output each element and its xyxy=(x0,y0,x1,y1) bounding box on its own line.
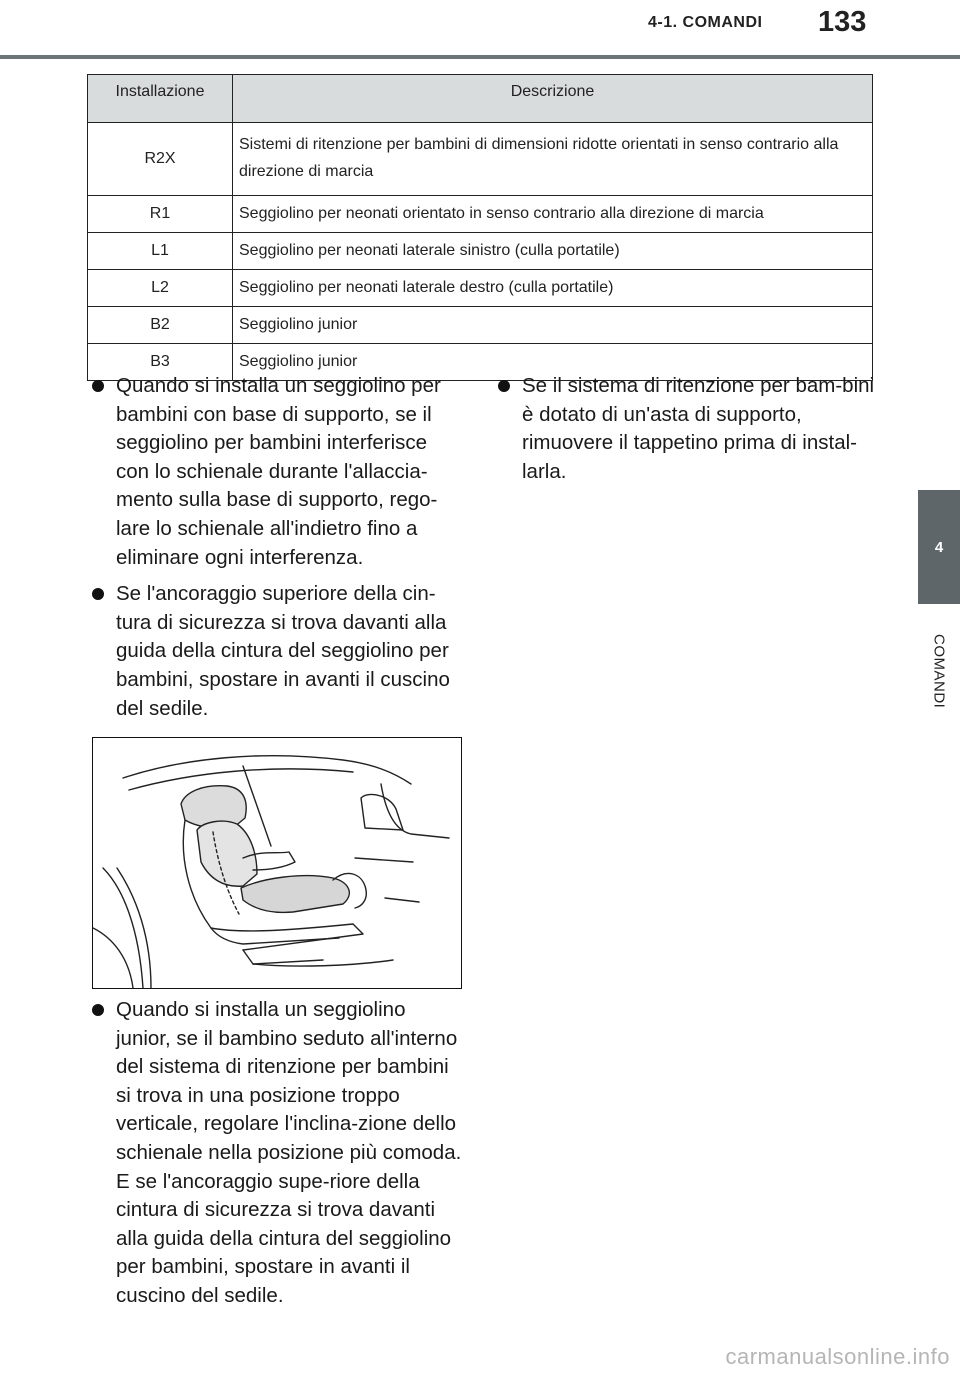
installation-description: Seggiolino junior xyxy=(233,307,873,344)
car-seat-illustration xyxy=(92,737,462,989)
chapter-tab xyxy=(918,490,960,604)
bottom-bullet-area xyxy=(92,996,464,1319)
chapter-label-text: COMANDI xyxy=(930,633,948,709)
installation-code: L2 xyxy=(88,270,233,307)
right-column xyxy=(498,372,878,494)
table-row xyxy=(88,270,873,307)
column-header-description: Descrizione xyxy=(233,75,873,123)
bullet-junior-seat: Quando si installa un seggiolino junior, se il bambino seduto all'interno del sistema di ritenzione per bambini si trova in una posizione troppo verticale, regolare l'inclina-zione dello schienale nella posizione più comoda. E se l'ancoraggio supe-riore della cintura di sicurezza si trova davanti alla guida della cintura del seggiolino per bambini, spostare in avanti il cuscino del sedile. xyxy=(92,996,464,1311)
installation-description: Sistemi di ritenzione per bambini di dimensioni ridotte orientati in senso contrario alla direzione di marcia xyxy=(233,123,873,196)
bullet-support-base: Quando si installa un seggiolino per bambini con base di supporto, se il seggiolino per bambini interferisce con lo schienale durante l'allaccia-mento sulla base di supporto, rego-lare lo schienale all'indietro fino a eliminare ogni interferenza. xyxy=(92,372,464,572)
header-rule xyxy=(0,55,960,59)
left-column xyxy=(92,372,464,731)
installation-code: L1 xyxy=(88,233,233,270)
table-row xyxy=(88,233,873,270)
table-row xyxy=(88,307,873,344)
column-header-installation: Installazione xyxy=(88,75,233,123)
table-row xyxy=(88,123,873,196)
bullet-anchor-position: Se l'ancoraggio superiore della cin-tura di sicurezza si trova davanti alla guida della cintura del seggiolino per bambini, spostare in avanti il cuscino del sedile. xyxy=(92,580,464,723)
installation-code: B2 xyxy=(88,307,233,344)
installation-description: Seggiolino per neonati laterale sinistro (culla portatile) xyxy=(233,233,873,270)
installation-description: Seggiolino junior xyxy=(233,344,873,381)
page-number: 133 xyxy=(818,6,867,38)
chapter-number: 4 xyxy=(934,538,944,556)
installation-code: R1 xyxy=(88,196,233,233)
bullet-support-leg: Se il sistema di ritenzione per bam-bini è dotato di un'asta di supporto, rimuovere il tappetino prima di instal-larla. xyxy=(498,372,878,486)
car-seat-drawing xyxy=(93,738,461,988)
watermark: carmanualsonline.info xyxy=(725,1344,950,1369)
installation-description: Seggiolino per neonati orientato in senso contrario alla direzione di marcia xyxy=(233,196,873,233)
installation-code: B3 xyxy=(88,344,233,381)
section-title: 4-1. COMANDI xyxy=(648,14,763,31)
chapter-label xyxy=(918,616,960,726)
installation-code: R2X xyxy=(88,123,233,196)
installation-table xyxy=(87,74,873,381)
table-row xyxy=(88,196,873,233)
installation-description: Seggiolino per neonati laterale destro (culla portatile) xyxy=(233,270,873,307)
